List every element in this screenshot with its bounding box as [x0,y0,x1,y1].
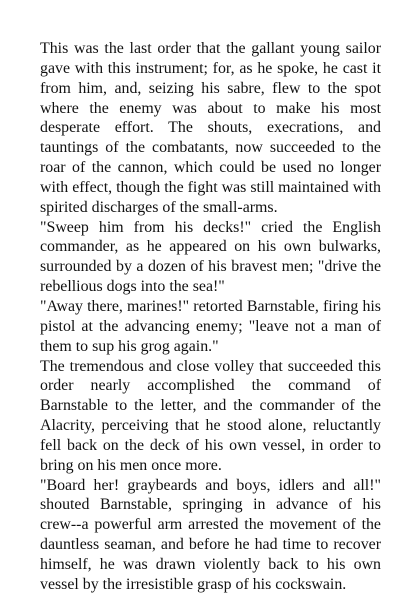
paragraph: "Sweep him from his decks!" cried the English commander, as he appeared on his own bulwarks, surrounded by a dozen of his bravest men; "drive the rebellious dogs into the sea!" [40,218,381,296]
paragraph: The tremendous and close volley that succeeded this order nearly accomplished the command of Barnstable to the letter, and the commander of the Alacrity, perceiving that he stood alone, reluctantly fell back on the deck of his own vessel, in order to bring on his men once more. [40,357,381,474]
document-page [40,39,381,595]
paragraph: "Board her! graybeards and boys, idlers and all!" shouted Barnstable, springing in advance of his crew--a powerful arm arrested the movement of the dauntless seaman, and before he had time to recover himself, he was drawn violently back to his own vessel by the irresistible grasp of his cockswain. [40,476,381,593]
paragraph: This was the last order that the gallant young sailor gave with this instrument; for, as he spoke, he cast it from him, and, seizing his sabre, flew to the spot where the enemy was about to make his most desperate effort. The shouts, execrations, and tauntings of the combatants, now succeeded to the roar of the cannon, which could be used no longer with effect, though the fight was still maintained with spirited discharges of the small-arms. [40,40,381,216]
paragraph: "Away there, marines!" retorted Barnstable, firing his pistol at the advancing enemy; "leave not a man of them to sup his grog again." [40,297,381,355]
